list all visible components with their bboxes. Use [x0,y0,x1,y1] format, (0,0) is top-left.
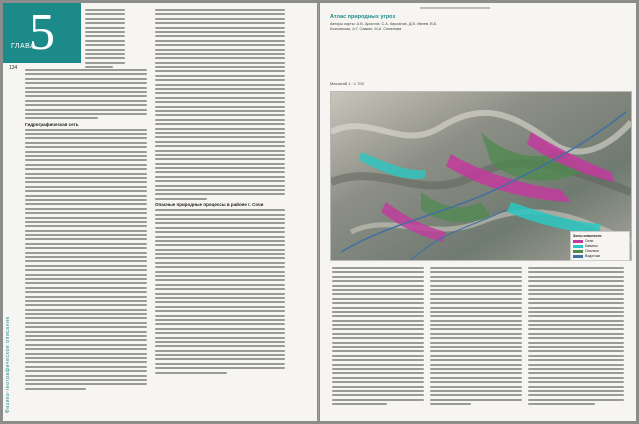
chapter-band [3,3,81,63]
chapter-label: ГЛАВА [11,43,36,50]
map-legend [570,231,630,261]
right-page [320,3,636,421]
left-column-2 [155,9,285,376]
figure-title: Атлас природных угроз [330,14,396,20]
legend-item [573,254,627,258]
legend-swatch [573,240,583,243]
legend-title: Зоны опасности [573,234,602,238]
legend-label: Водотоки [585,254,601,258]
subhead-hydro: Гидрографическая сеть [25,121,79,127]
left-column-intro [85,9,125,70]
legend-label: Оползни [585,249,600,253]
legend-swatch [573,255,583,258]
legend-item [573,239,627,243]
page-number-left: 134 [9,65,18,71]
right-column-3 [528,267,624,408]
legend-swatch [573,245,583,248]
legend-item [573,244,627,248]
legend-label: Лавины [585,244,598,248]
chapter-side-title: Физико-географическое описание [5,316,11,413]
legend-swatch [573,250,583,253]
right-column-1 [332,267,424,408]
right-column-2 [430,267,522,408]
left-column-1 [25,69,147,392]
left-page [3,3,317,421]
subhead-hazards: Опасные природные процессы в районе г. Сочи [155,202,264,208]
figure-caption: Авторы карты: А.В. Аристов, С.А. Кирсанов, Д.В. Ивлев, В.Б. Козловская, А.Г. Саакян, М.А. Семенова [330,22,438,31]
legend-label: Сели [585,239,594,243]
map-scale: Масштаб 1 : 1 700 [330,81,364,86]
legend-item [573,249,627,253]
header-rule [420,7,490,9]
chapter-number: 5 [29,4,55,61]
